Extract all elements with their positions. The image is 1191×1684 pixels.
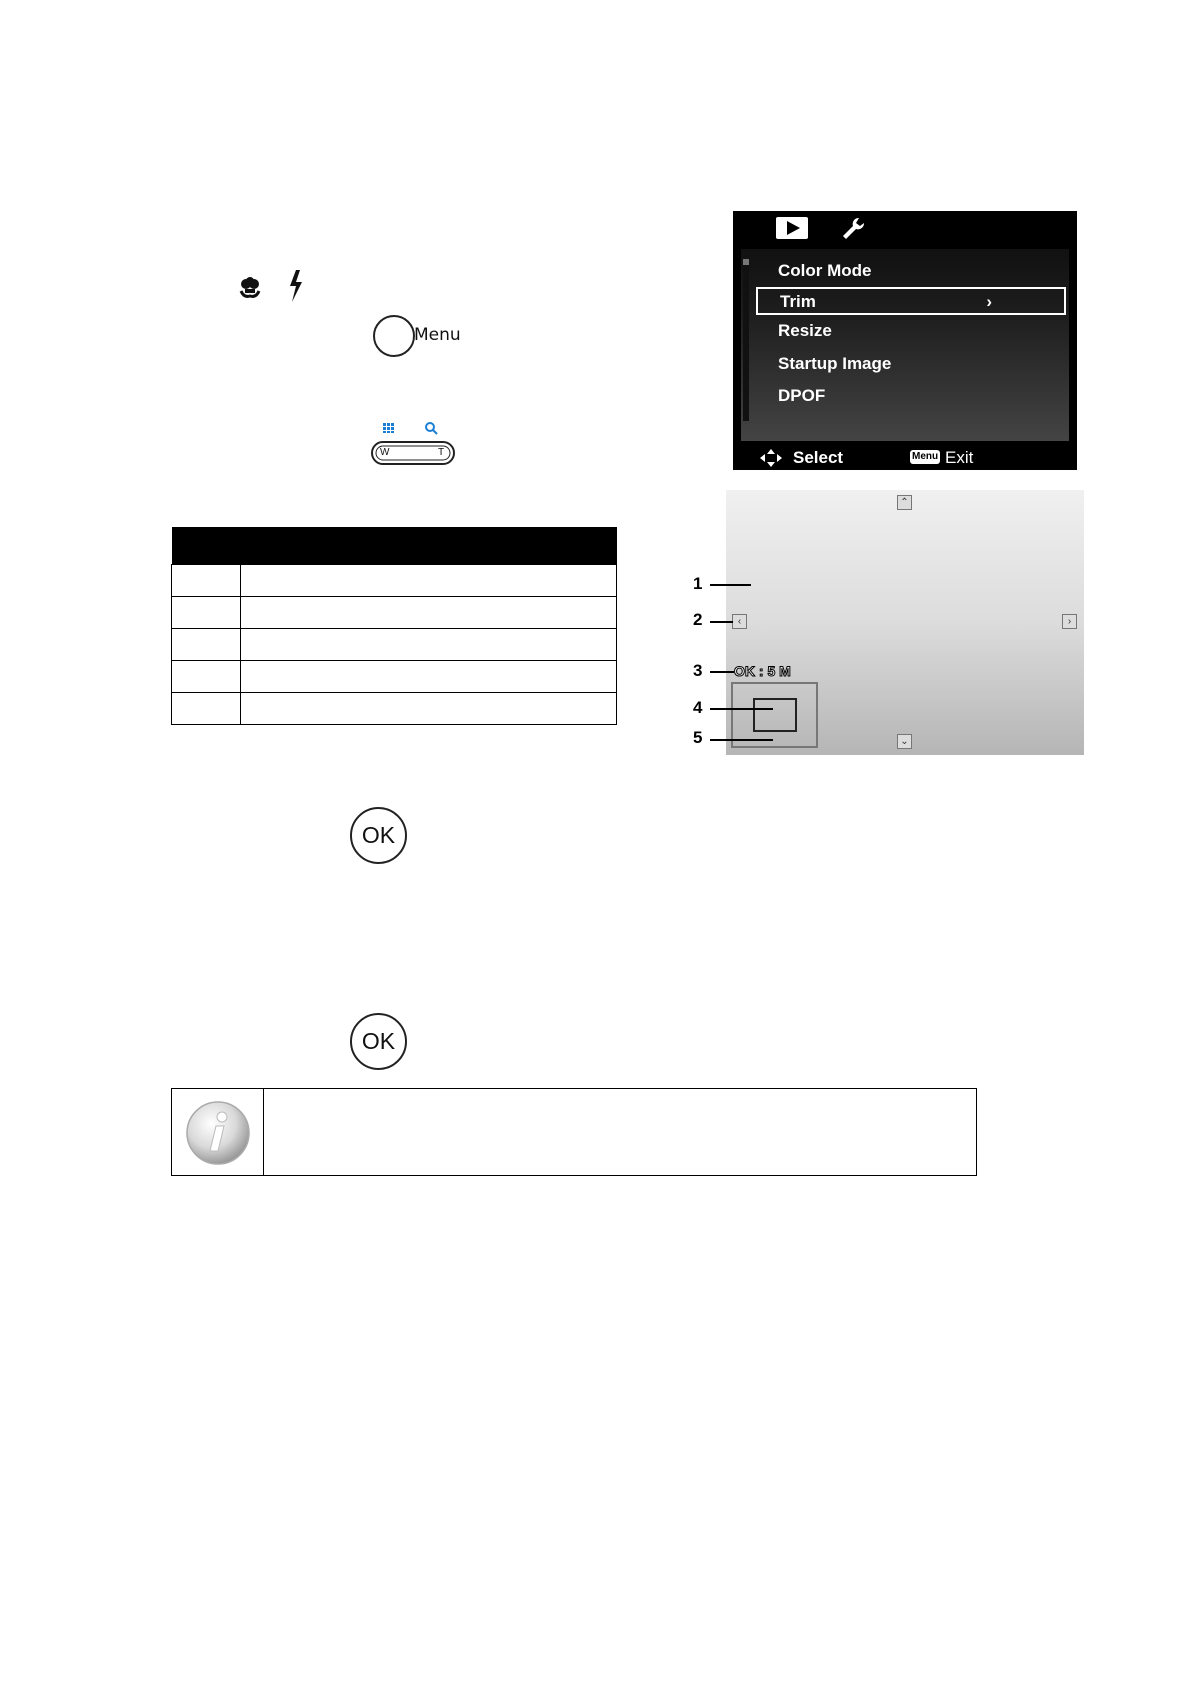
callout-line xyxy=(710,671,734,673)
note-box xyxy=(171,1088,977,1176)
zoom-w-label: W xyxy=(380,447,390,458)
callout-1: 1 xyxy=(693,574,703,593)
footer-select-label: Select xyxy=(793,448,844,467)
trim-size-text: OK : 5 M xyxy=(734,663,791,679)
callout-5: 5 xyxy=(693,728,703,747)
note-divider xyxy=(263,1089,264,1175)
table-row xyxy=(172,661,617,693)
menu-footer xyxy=(733,445,1077,470)
chevron-right-icon: › xyxy=(986,292,992,311)
trim-right-arrow-icon[interactable]: › xyxy=(1062,614,1077,629)
menu-item-label: Color Mode xyxy=(778,261,872,280)
playback-tab-icon[interactable] xyxy=(776,217,808,239)
table-row xyxy=(172,597,617,629)
table-row xyxy=(172,629,617,661)
camera-menu-screen xyxy=(733,211,1077,470)
zoom-lever-icon xyxy=(370,422,456,466)
trim-down-arrow-icon[interactable]: ⌄ xyxy=(897,734,912,749)
flash-icon xyxy=(286,270,306,302)
menu-item-label: Startup Image xyxy=(778,354,892,373)
table-row xyxy=(172,693,617,725)
menu-options-table xyxy=(171,527,617,725)
menu-button-label: Menu xyxy=(414,325,461,345)
footer-exit-label: Exit xyxy=(945,448,974,467)
trim-screen xyxy=(726,490,1084,755)
trim-up-arrow-icon[interactable]: ⌃ xyxy=(897,495,912,510)
callout-3: 3 xyxy=(693,661,703,680)
menu-scrollbar[interactable] xyxy=(743,259,749,421)
menu-tab-bar xyxy=(733,211,1077,245)
menu-item-resize[interactable] xyxy=(778,317,1088,345)
menu-item-label: Trim xyxy=(780,292,816,311)
menu-key-badge: Menu xyxy=(912,451,939,462)
ok-button-icon xyxy=(350,807,407,864)
ok-button-label: OK xyxy=(361,1028,396,1054)
ok-button-label: OK xyxy=(361,822,396,848)
zoom-t-label: T xyxy=(438,447,445,458)
navigation-arrows-icon xyxy=(760,449,782,467)
callout-line xyxy=(710,584,751,586)
trim-area-frame[interactable] xyxy=(753,698,797,732)
menu-item-color-mode[interactable] xyxy=(778,257,1088,285)
wrench-icon[interactable] xyxy=(841,216,865,240)
menu-item-label: Resize xyxy=(778,321,832,340)
callout-line xyxy=(710,739,773,741)
menu-item-label: DPOF xyxy=(778,386,826,405)
table-row xyxy=(172,565,617,597)
table-header xyxy=(172,527,617,565)
menu-item-trim[interactable] xyxy=(756,287,1066,315)
callout-4: 4 xyxy=(693,698,703,717)
menu-item-dpof[interactable] xyxy=(778,382,1088,410)
menu-scrollbar-thumb[interactable] xyxy=(743,259,749,265)
menu-item-startup-image[interactable] xyxy=(778,350,1088,378)
ok-button-icon xyxy=(350,1013,407,1070)
callout-line xyxy=(710,621,733,623)
macro-icon xyxy=(238,276,262,300)
info-note-icon xyxy=(184,1099,252,1167)
menu-button-icon xyxy=(373,315,415,357)
callout-line xyxy=(710,708,773,710)
callout-2: 2 xyxy=(693,610,703,629)
trim-left-arrow-icon[interactable]: ‹ xyxy=(732,614,747,629)
